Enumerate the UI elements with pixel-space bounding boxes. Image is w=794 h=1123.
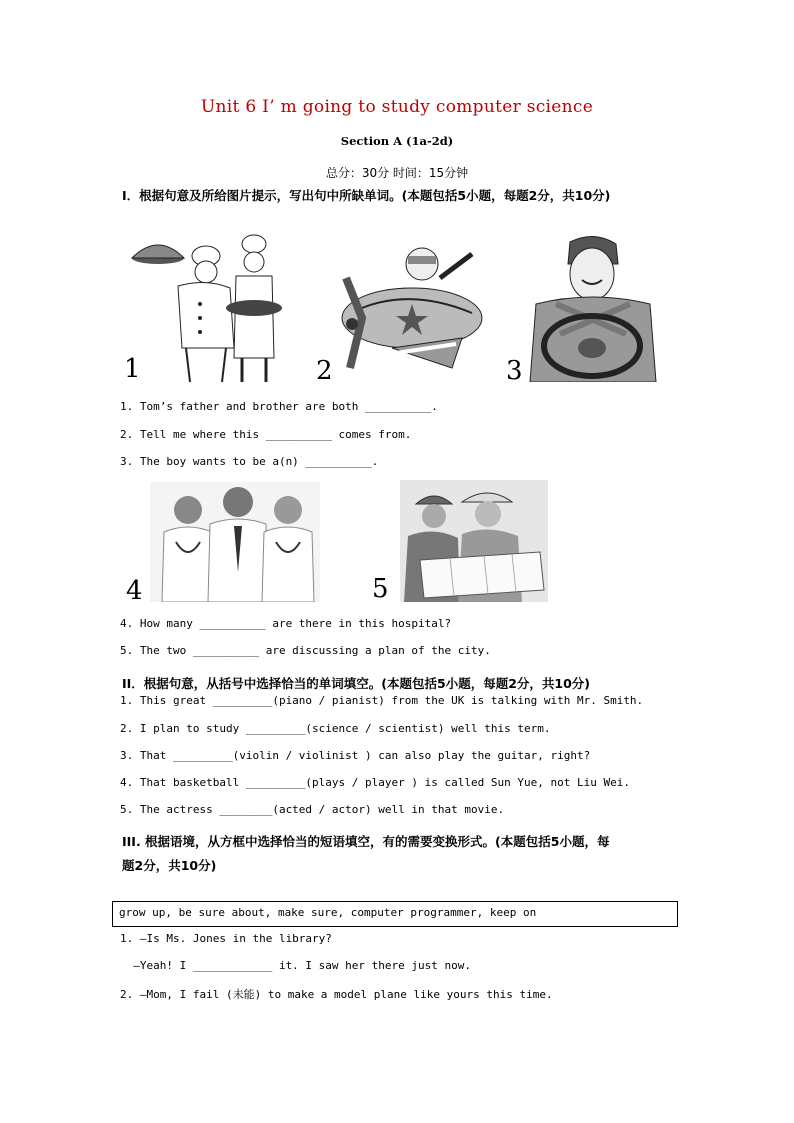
picture-number-3: 3 [506,356,523,386]
engineers-picture [400,480,548,602]
part1-question-5: 5. The two __________ are discussing a plan of the city. [120,644,491,657]
picture-number-1: 1 [124,354,141,384]
part1-heading: I．根据句意及所给图片提示，写出句中所缺单词。(本题包括5小题，每题2分，共10分) [122,188,611,203]
part3-question-1-answer: —Yeah! I ____________ it. I saw her there just now. [120,959,471,972]
driver-picture [526,234,660,382]
part1-question-1: 1. Tom’s father and brother are both __________. [120,400,438,413]
phrase-word-box: grow up, be sure about, make sure, computer programmer, keep on [112,901,678,927]
toy-airplane-picture [322,238,492,383]
picture-number-2: 2 [316,356,333,386]
section-subtitle: Section A (1a-2d) [340,134,454,148]
picture-number-5: 5 [372,574,389,604]
page-title: Unit 6 I’ m going to study computer science [200,97,594,117]
part1-question-3: 3. The boy wants to be a(n) __________. [120,455,379,468]
doctors-picture [150,482,320,602]
part3-heading-line1: III. 根据语境，从方框中选择恰当的短语填空，有的需要变换形式。(本题包括5小题，每 [122,834,610,849]
picture-number-4: 4 [126,576,143,606]
part2-question-2: 2. I plan to study _________(science / scientist) well this term. [120,722,551,735]
part2-question-5: 5. The actress ________(acted / actor) well in that movie. [120,803,505,816]
part3-question-2: 2. —Mom, I fail (未能) to make a model plane like yours this time. [120,988,553,1001]
part2-question-3: 3. That _________(violin / violinist ) can also play the guitar, right? [120,749,591,762]
part1-question-2: 2. Tell me where this __________ comes from. [120,428,412,441]
part1-question-4: 4. How many __________ are there in this hospital? [120,617,452,630]
score-time-line: 总分：30分 时间：15分钟 [325,166,469,180]
chefs-picture [118,228,298,386]
part2-question-1: 1. This great _________(piano / pianist) from the UK is talking with Mr. Smith. [120,694,644,707]
part3-heading-line2: 题2分，共10分) [122,858,217,873]
part2-question-4: 4. That basketball _________(plays / player ) is called Sun Yue, not Liu Wei. [120,776,630,789]
part3-question-1: 1. —Is Ms. Jones in the library? [120,932,332,945]
part2-heading: II．根据句意，从括号中选择恰当的单词填空。(本题包括5小题，每题2分，共10分) [122,676,591,691]
